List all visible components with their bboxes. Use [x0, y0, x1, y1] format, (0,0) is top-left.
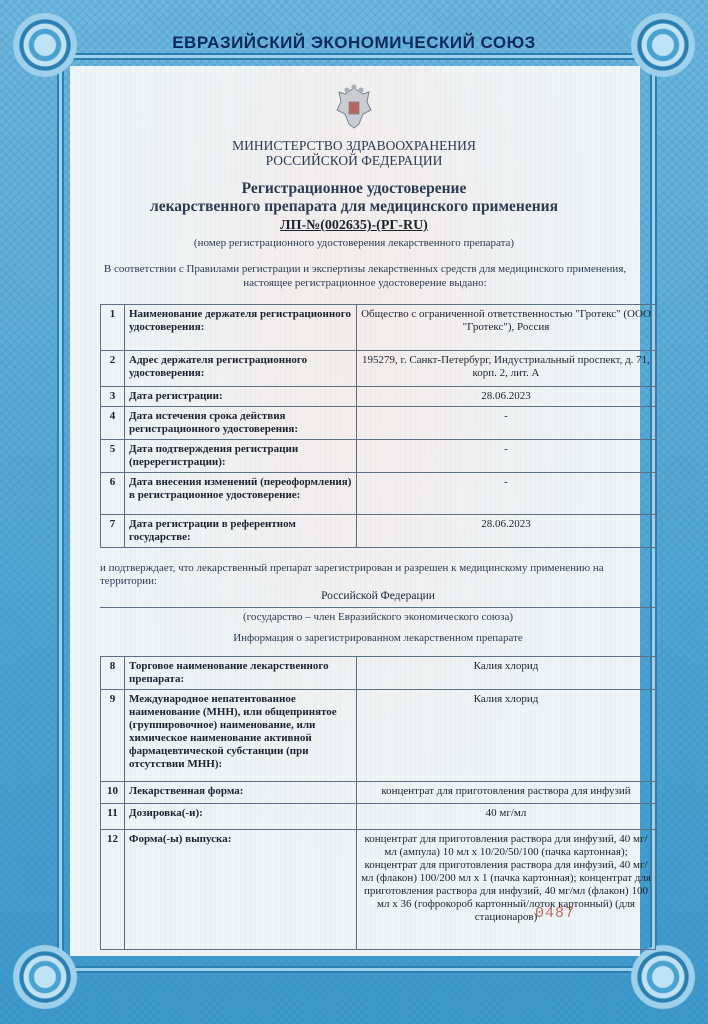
coat-of-arms-icon [333, 84, 375, 130]
row-num: 5 [101, 440, 125, 473]
row-label: Наименование держателя регистрационного удостоверения: [125, 305, 357, 351]
row-value: - [357, 407, 656, 440]
table-row [101, 440, 656, 473]
table-row [101, 657, 656, 690]
territory-value: Российской Федерации [321, 590, 435, 602]
document-title-line-2: лекарственного препарата для медицинского применения [150, 198, 558, 215]
row-value: 28.06.2023 [357, 515, 656, 548]
row-label: Дата подтверждения регистрации (перерегистрации): [125, 440, 357, 473]
row-num: 4 [101, 407, 125, 440]
confirmation-text: и подтверждает, что лекарственный препарат зарегистрирован и разрешен к медицинскому применению на территории: [100, 562, 604, 587]
table-row [101, 473, 656, 515]
table-row [101, 782, 656, 804]
table-row [101, 804, 656, 830]
row-label: Адрес держателя регистрационного удостоверения: [125, 351, 357, 387]
union-title: ЕВРАЗИЙСКИЙ ЭКОНОМИЧЕСКИЙ СОЮЗ [172, 33, 536, 52]
row-num: 3 [101, 387, 125, 407]
ministry-line-2: РОССИЙСКОЙ ФЕДЕРАЦИИ [265, 153, 443, 168]
row-label: Международное непатентованное наименование (МНН), или общепринятое (группировочное) наименование, или химическое наименование активной фармацевтической субстанции (при отсутствии МНН): [125, 690, 357, 782]
row-num: 2 [101, 351, 125, 387]
row-label: Форма(-ы) выпуска: [125, 830, 357, 950]
territory-underline [100, 607, 656, 608]
row-value: Калия хлорид [357, 657, 656, 690]
table-row [101, 515, 656, 548]
row-label: Дата истечения срока действия регистрационного удостоверения: [125, 407, 357, 440]
row-value: Калия хлорид [357, 690, 656, 782]
row-label: Дата регистрации в референтном государстве: [125, 515, 357, 548]
row-num: 12 [101, 830, 125, 950]
product-info-heading: Информация о зарегистрированном лекарственном препарате [233, 632, 523, 644]
row-num: 9 [101, 690, 125, 782]
row-label: Дата регистрации: [125, 387, 357, 407]
row-value: концентрат для приготовления раствора для инфузий [357, 782, 656, 804]
row-num: 11 [101, 804, 125, 830]
row-num: 1 [101, 305, 125, 351]
row-value: 28.06.2023 [357, 387, 656, 407]
registration-number-text: ЛП-№(002635)-(РГ-RU) [280, 218, 428, 233]
row-value: Общество с ограниченной ответственностью "Гротекс" (ООО "Гротекс"), Россия [357, 305, 656, 351]
table-row [101, 387, 656, 407]
row-value: 195279, г. Санкт-Петербург, Индустриальный проспект, д. 71, корп. 2, лит. А [357, 351, 656, 387]
document-title [0, 180, 708, 216]
row-value: концентрат для приготовления раствора для инфузий, 40 мг/мл (ампула) 10 мл х 10/20/50/100 (пачка картонная); концентрат для приготовления раствора для инфузий, 40 мг/мл (флакон) 100/200 мл х 1 (пачка картонная); концентрат для приготовления раствора для инфузий, 40 мг/мл (флакон) 100 мл х 36 (гофрокороб картонный/лоток картонный) (для стационаров) [357, 830, 656, 950]
document-title-line-1: Регистрационное удостоверение [241, 180, 467, 197]
registration-table [100, 304, 656, 548]
ministry-name [0, 138, 708, 168]
row-label: Лекарственная форма: [125, 782, 357, 804]
row-num: 10 [101, 782, 125, 804]
row-label: Торговое наименование лекарственного препарата: [125, 657, 357, 690]
row-label: Дозировка(-и): [125, 804, 357, 830]
table-row [101, 830, 656, 950]
table-row [101, 407, 656, 440]
ministry-line-1: МИНИСТЕРСТВО ЗДРАВООХРАНЕНИЯ [232, 138, 476, 153]
table-row [101, 690, 656, 782]
row-num: 8 [101, 657, 125, 690]
table-row [101, 351, 656, 387]
intro-text: В соответствии с Правилами регистрации и экспертизы лекарственных средств для медицинского применения, настоящее регистрационное удостоверение выдано: [103, 263, 627, 289]
row-num: 7 [101, 515, 125, 548]
row-value: 40 мг/мл [357, 804, 656, 830]
registration-number-note: (номер регистрационного удостоверения лекарственного препарата) [193, 237, 515, 249]
serial-number-stamp: 0487 [535, 905, 576, 922]
table-row [101, 305, 656, 351]
row-value: - [357, 473, 656, 515]
territory-note: (государство – член Евразийского экономического союза) [243, 611, 513, 623]
row-value: - [357, 440, 656, 473]
row-label: Дата внесения изменений (переоформления) в регистрационное удостоверение: [125, 473, 357, 515]
row-num: 6 [101, 473, 125, 515]
registration-number [0, 218, 708, 234]
